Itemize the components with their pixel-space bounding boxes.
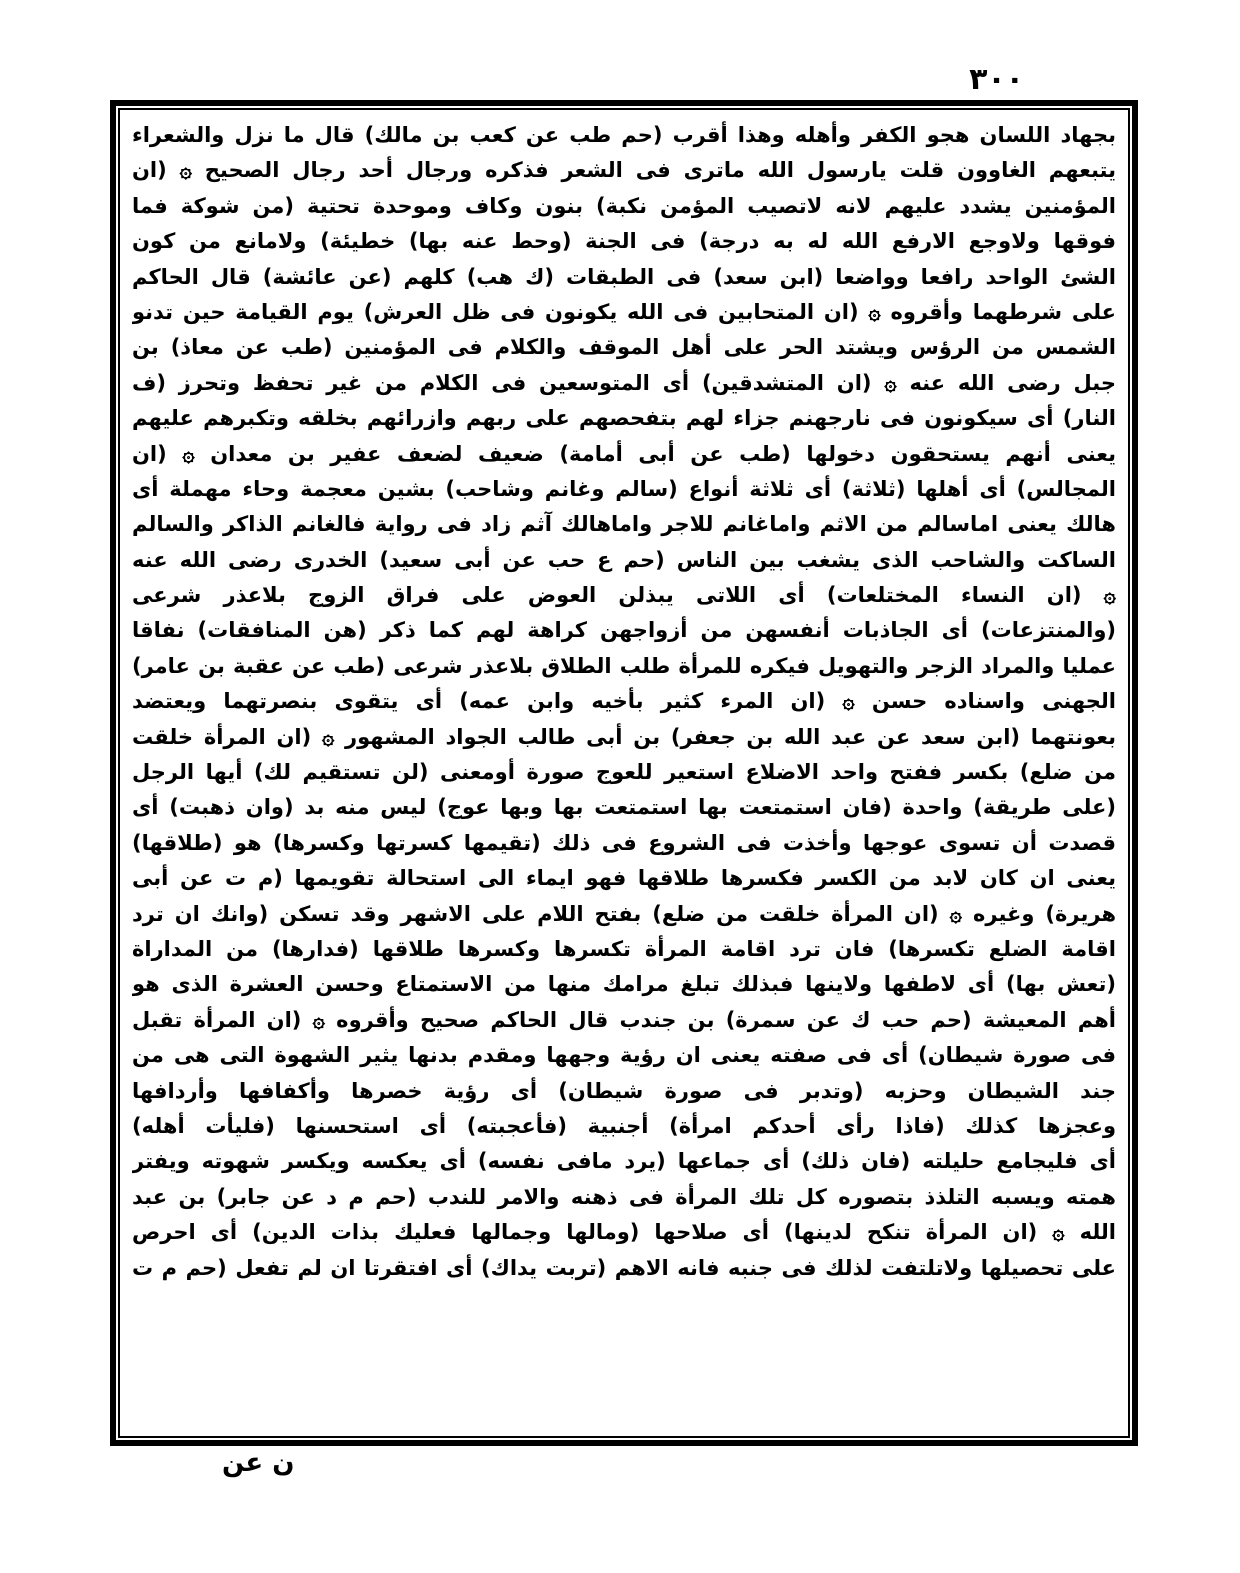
text-line: (على طريقة) واحدة (فان استمتعت بها استمتعت بها وبها عوج) ليس منه بد (وان ذهبت) أى (132, 795, 1116, 820)
text-line: جبل رضى الله عنه ۞ (ان المتشدقين) أى المتوسعين فى الكلام من غير تحفظ وتحرز (ف (132, 370, 1116, 395)
text-line: (والمنتزعات) أى الجاذبات أنفسهن من أزواجهن كراهة لهم كما ذكر (هن المنافقات) نفاقا (132, 618, 1116, 643)
text-line: (تعش بها) أى لاطفها ولاينها فبذلك تبلغ مرامك منها من الاستمتاع وحسن العشرة الذى هو (132, 972, 1116, 997)
page-number: ٣٠٠ (969, 62, 1024, 97)
text-line: المؤمنين يشدد عليهم لانه لاتصيب المؤمن نكبة) بنون وكاف وموحدة تحتية (من شوكة فما (132, 193, 1116, 218)
text-line: الله ۞ (ان المرأة تنكح لدينها) أى صلاحها (ومالها وجمالها فعليك بذات الدين) أى احرص (132, 1220, 1116, 1245)
text-line: الشمس من الرؤس ويشتد الحر على أهل الموقف والكلام فى المؤمنين (طب عن معاذ) بن (132, 335, 1116, 360)
text-line: الشئ الواحد رافعا وواضعا (ابن سعد) فى الطبقات (ك هب) كلهم (عن عائشة) قال الحاكم (132, 264, 1116, 289)
text-line: النار) أى سيكونون فى نارجهنم جزاء لهم بتفحصهم على ربهم وازرائهم بخلقه وتكبرهم عليهم (132, 406, 1116, 431)
text-line: عمليا والمراد الزجر والتهويل فيكره للمرأة طلب الطلاق بلاعذر شرعى (طب عن عقبة بن عامر) (132, 653, 1116, 678)
text-line: الجهنى واسناده حسن ۞ (ان المرء كثير بأخيه وابن عمه) أى يتقوى بنصرتهما ويعتضد (132, 689, 1116, 714)
text-line: يعنى ان كان لابد من الكسر فكسرها طلاقها فهو ايماء الى استحالة تقويمها (م ت عن أبى (132, 866, 1116, 891)
text-line: يتبعهم الغاوون قلت يارسول الله ماترى فى الشعر فذكره ورجال أحد رجال الصحيح ۞ (ان (132, 158, 1116, 183)
text-line: وعجزها كذلك (فاذا رأى أحدكم امرأة) أجنبية (فأعجبته) أى استحسنها (فليأت أهله) (132, 1113, 1116, 1138)
text-line: ۞ (ان النساء المختلعات) أى اللاتى يبذلن العوض على فراق الزوج بلاعذر شرعى (132, 583, 1116, 608)
text-line: يعنى أنهم يستحقون دخولها (طب عن أبى أمامة) ضعيف لضعف عفير بن معدان ۞ (ان (132, 441, 1116, 466)
text-line: فوقها ولاوجع الارفع الله له به درجة) فى الجنة (وحط عنه بها) خطيئة) ولامانع من كون (132, 229, 1116, 254)
text-line: جند الشيطان وحزبه (وتدبر فى صورة شيطان) أى رؤية خصرها وأكفافها وأردافها (132, 1078, 1116, 1103)
text-line: من ضلع) بكسر ففتح واحد الاضلاع استعير للعوج صورة أومعنى (لن تستقيم لك) أيها الرجل (132, 760, 1116, 785)
text-line: هالك يعنى اماسالم من الاثم واماغانم للاجر واماهالك آثم زاد فى رواية فالغانم الذاكر والسالم (132, 512, 1116, 537)
catchword: ن عن (222, 1448, 295, 1478)
main-text-body (132, 118, 1116, 1430)
text-line: فى صورة شيطان) أى فى صفته يعنى ان رؤية وجهها ومقدم بدنها يثير الشهوة التى هى من (132, 1043, 1116, 1068)
text-line: اقامة الضلع تكسرها) فان ترد اقامة المرأة تكسرها وكسرها طلاقها (فدارها) من المداراة (132, 936, 1116, 961)
text-line: بعونتهما (ابن سعد عن عبد الله بن جعفر) بن أبى طالب الجواد المشهور ۞ (ان المرأة خلقت (132, 724, 1116, 749)
text-line: هريرة) وغيره ۞ (ان المرأة خلقت من ضلع) بفتح اللام على الاشهر وقد تسكن (وانك ان ترد (132, 901, 1116, 926)
text-line: قصدت أن تسوى عوجها وأخذت فى الشروع فى ذلك (تقيمها كسرتها وكسرها) هو (طلاقها) (132, 830, 1116, 855)
text-line: الساكت والشاحب الذى يشغب بين الناس (حم ع حب عن أبى سعيد) الخدرى رضى الله عنه (132, 547, 1116, 572)
text-line: بجهاد اللسان هجو الكفر وأهله وهذا أقرب (حم طب عن كعب بن مالك) قال ما نزل والشعراء (132, 123, 1116, 147)
text-line: المجالس) أى أهلها (ثلاثة) أى ثلاثة أنواع (سالم وغانم وشاحب) بشين معجمة وحاء مهملة أى (132, 476, 1116, 501)
text-line: على تحصيلها ولاتلتفت لذلك فى جنبه فانه الاهم (تربت يداك) أى افتقرتا ان لم تفعل (حم م ت (132, 1255, 1116, 1280)
text-line: أى فليجامع حليلته (فان ذلك) أى جماعها (يرد مافى نفسه) أى يعكسه ويكسر شهوته ويفتر (132, 1149, 1116, 1174)
text-line: على شرطهما وأقروه ۞ (ان المتحابين فى الله يكونون فى ظل العرش) يوم القيامة حين تدنو (132, 299, 1116, 324)
text-line: همته ويسبه التلذذ بتصوره كل تلك المرأة فى ذهنه والامر للندب (حم م د عن جابر) بن عبد (132, 1184, 1116, 1209)
text-line: أهم المعيشة (حم حب ك عن سمرة) بن جندب قال الحاكم صحيح وأقروه ۞ (ان المرأة تقبل (132, 1007, 1116, 1032)
